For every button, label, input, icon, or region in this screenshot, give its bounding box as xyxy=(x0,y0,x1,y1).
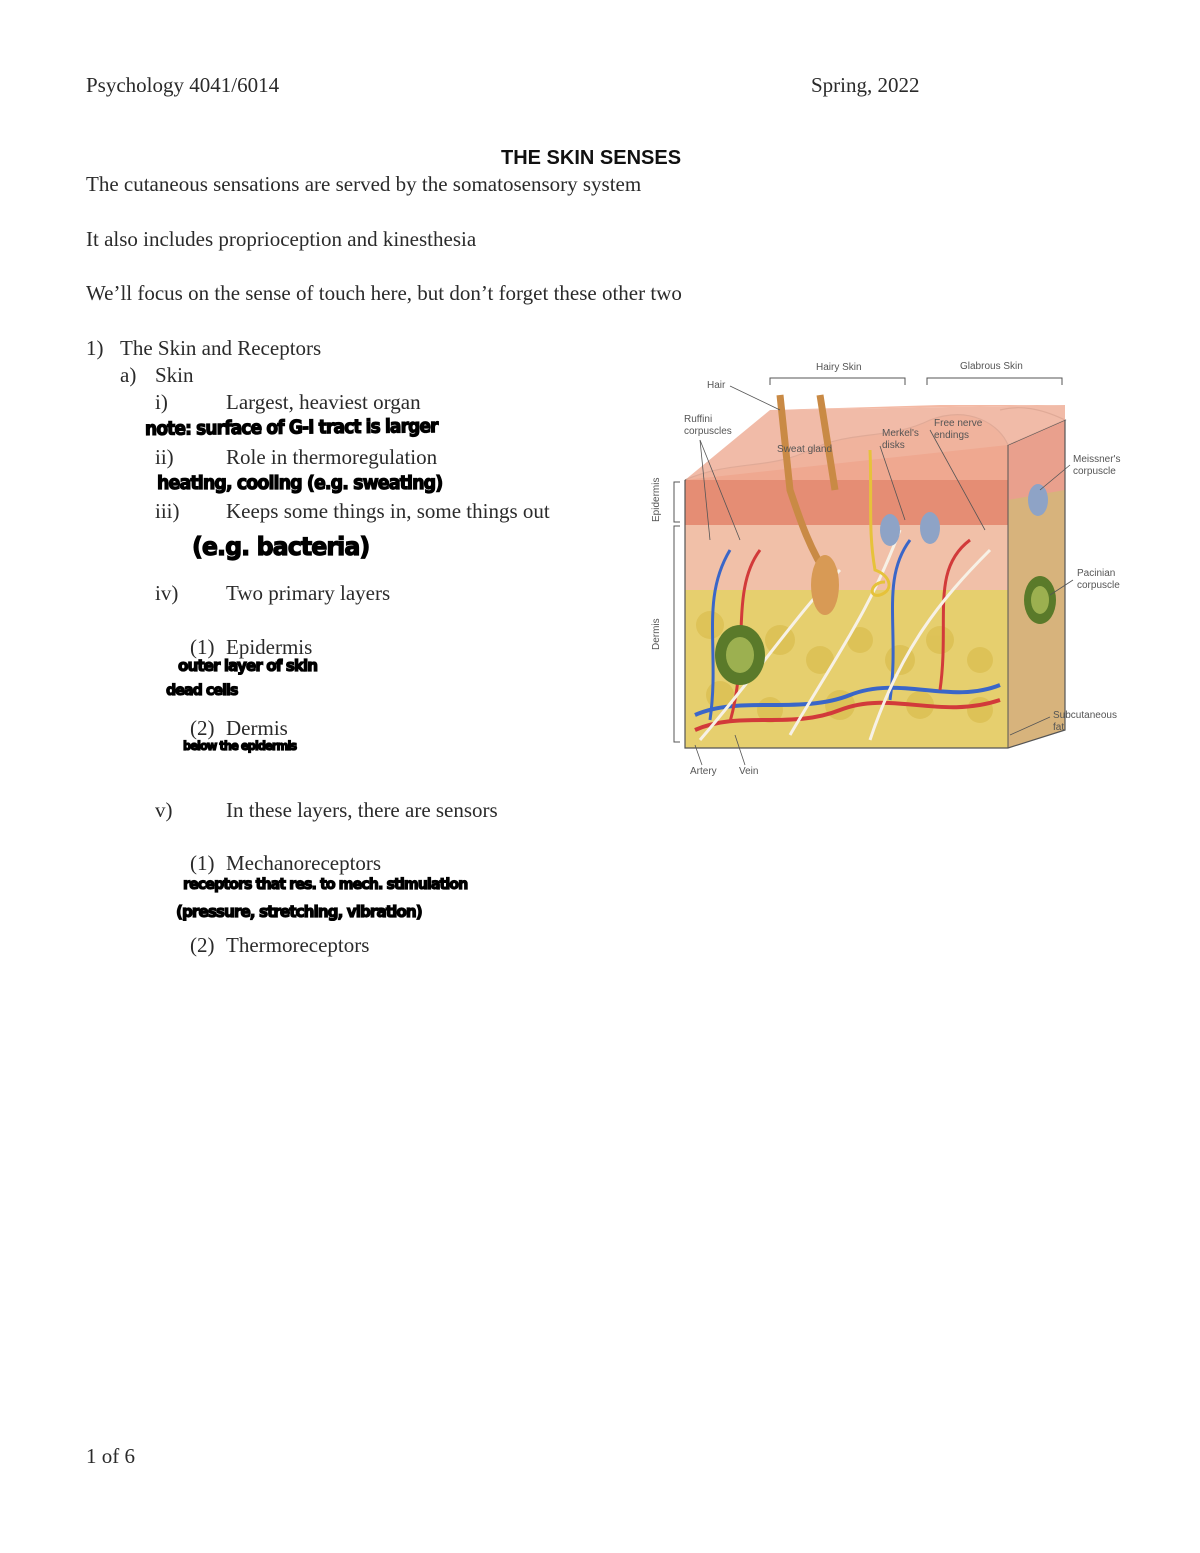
item-i-text: Largest, heaviest organ xyxy=(226,390,421,414)
label-subcutaneous-1: Subcutaneous xyxy=(1053,710,1117,721)
label-ruffini-1: Ruffini xyxy=(684,414,713,425)
item-iii-text: Keeps some things in, some things out xyxy=(226,499,550,523)
label-merkel-1: Merkel's xyxy=(882,428,919,439)
label-meissner-2: corpuscle xyxy=(1073,466,1116,477)
label-subcutaneous-2: fat xyxy=(1053,722,1065,733)
thermoreceptors-marker: (2) xyxy=(190,933,215,957)
label-vein: Vein xyxy=(739,766,759,777)
label-artery: Artery xyxy=(690,766,717,777)
dermis-marker: (2) xyxy=(190,716,215,740)
sub-a-heading: Skin xyxy=(155,363,194,387)
label-sweat-gland: Sweat gland xyxy=(777,444,833,455)
label-free-nerve-2: endings xyxy=(934,430,970,441)
intro-line-3: We’ll focus on the sense of touch here, but don’t forget these other two xyxy=(86,281,682,305)
handwritten-note-iii: (e.g. bacteria) xyxy=(192,532,370,561)
mechanoreceptors-marker: (1) xyxy=(190,851,215,875)
mechanoreceptors-text: Mechanoreceptors xyxy=(226,851,382,875)
skin-cross-section-diagram xyxy=(640,350,1140,790)
label-hairy-skin: Hairy Skin xyxy=(816,362,862,373)
diagram-epidermis xyxy=(685,480,1008,525)
intro-line-1: The cutaneous sensations are served by the somatosensory system xyxy=(86,172,642,196)
item-i-marker: i) xyxy=(155,390,168,414)
section-1-heading: The Skin and Receptors xyxy=(120,336,322,360)
item-v-text: In these layers, there are sensors xyxy=(226,798,498,822)
label-hair: Hair xyxy=(707,380,726,391)
item-v-marker: v) xyxy=(155,798,173,822)
meissner-corpuscle-shape xyxy=(880,514,900,546)
label-free-nerve-1: Free nerve xyxy=(934,418,983,429)
item-iii-marker: iii) xyxy=(155,499,180,523)
handwritten-note-mech-2: (pressure, stretching, vibration) xyxy=(176,902,422,921)
label-pacinian-1: Pacinian xyxy=(1077,568,1116,579)
item-ii-text: Role in thermoregulation xyxy=(226,445,438,469)
dermis-text: Dermis xyxy=(226,716,288,740)
handwritten-note-dermis: below the epidermis xyxy=(183,739,297,753)
label-merkel-2: disks xyxy=(882,440,905,451)
label-pacinian-2: corpuscle xyxy=(1077,580,1120,591)
label-epidermis: Epidermis xyxy=(651,477,662,522)
label-glabrous-skin: Glabrous Skin xyxy=(960,361,1023,372)
label-dermis: Dermis xyxy=(651,618,662,650)
label-meissner-1: Meissner's xyxy=(1073,454,1121,465)
handwritten-note-epidermis-1: outer layer of skin xyxy=(178,656,318,675)
thermoreceptors-text: Thermoreceptors xyxy=(226,933,370,957)
sub-a-marker: a) xyxy=(120,363,137,387)
term: Spring, 2022 xyxy=(811,73,920,97)
handwritten-note-i: note: surface of G-I tract is larger xyxy=(144,415,438,440)
handwritten-note-ii: heating, cooling (e.g. sweating) xyxy=(157,472,443,494)
item-iv-marker: iv) xyxy=(155,581,179,605)
epidermis-marker: (1) xyxy=(190,635,215,659)
page-number: 1 of 6 xyxy=(86,1444,135,1468)
handwritten-note-mech-1: receptors that res. to mech. stimulation xyxy=(183,875,468,893)
item-ii-marker: ii) xyxy=(155,445,174,469)
epidermis-text: Epidermis xyxy=(226,635,313,659)
page-title: THE SKIN SENSES xyxy=(501,147,682,169)
course-title: Psychology 4041/6014 xyxy=(86,73,280,97)
intro-line-2: It also includes proprioception and kinesthesia xyxy=(86,227,477,251)
handwritten-note-epidermis-2: dead cells xyxy=(166,681,238,699)
hair-follicle xyxy=(811,555,839,615)
section-1-marker: 1) xyxy=(86,336,104,360)
label-ruffini-2: corpuscles xyxy=(684,426,732,437)
item-iv-text: Two primary layers xyxy=(226,581,391,605)
